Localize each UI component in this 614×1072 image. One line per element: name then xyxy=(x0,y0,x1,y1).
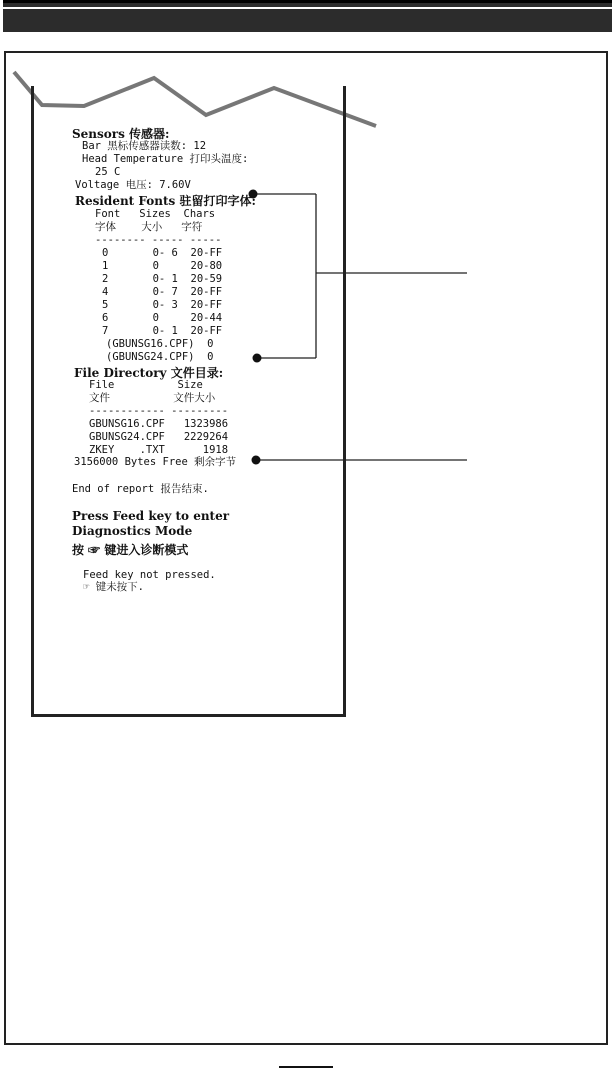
fonts-header-en: Font Sizes Chars xyxy=(95,208,216,220)
end-of-report: End of report 报告结束. xyxy=(72,483,209,495)
press-feed-line-zh: 按 ☞ 键进入诊断模式 xyxy=(72,543,189,557)
press-feed-line-1: Press Feed key to enter xyxy=(72,509,230,523)
temp-value: 25 C xyxy=(95,166,121,178)
fonts-divider: -------- ----- ----- xyxy=(95,234,222,246)
files-header-en: File Size xyxy=(89,379,203,391)
fonts-header-zh: 字体 大小 字符 xyxy=(95,221,203,233)
resident-fonts-title: Resident Fonts 驻留打印字体: xyxy=(75,194,256,208)
file-directory-title: File Directory 文件目录: xyxy=(74,366,224,380)
font-row: 4 0- 7 20-FF xyxy=(102,286,223,298)
bytes-free-line: 3156000 Bytes Free 剩余字节 xyxy=(74,456,237,468)
file-row: GBUNSG16.CPF 1323986 xyxy=(89,418,229,430)
font-row: 0 0- 6 20-FF xyxy=(102,247,223,259)
press-feed-line-2: Diagnostics Mode xyxy=(72,524,193,538)
font-file-1: (GBUNSG16.CPF) 0 xyxy=(106,338,214,350)
files-header-zh: 文件 文件大小 xyxy=(89,392,216,404)
font-file-2: (GBUNSG24.CPF) 0 xyxy=(106,351,214,363)
bar-sensor-line: Bar 黑标传感器读数: 12 xyxy=(82,140,207,152)
file-row: ZKEY .TXT 1918 xyxy=(89,444,229,456)
font-row: 5 0- 3 20-FF xyxy=(102,299,223,311)
voltage-line: Voltage 电压: 7.60V xyxy=(75,179,191,191)
head-temp-line: Head Temperature 打印头温度: xyxy=(82,153,249,165)
font-row: 6 0 20-44 xyxy=(102,312,223,324)
file-row: GBUNSG24.CPF 2229264 xyxy=(89,431,229,443)
sensors-title: Sensors 传感器: xyxy=(72,127,170,141)
font-row: 1 0 20-80 xyxy=(102,260,223,272)
font-row: 2 0- 1 20-59 xyxy=(102,273,223,285)
font-row: 7 0- 1 20-FF xyxy=(102,325,223,337)
feed-not-pressed: Feed key not pressed. xyxy=(83,569,216,581)
page-footer-rule xyxy=(279,1066,333,1068)
files-divider: ------------ --------- xyxy=(89,405,229,417)
feed-not-pressed-zh: ☞ 键未按下. xyxy=(83,581,144,593)
